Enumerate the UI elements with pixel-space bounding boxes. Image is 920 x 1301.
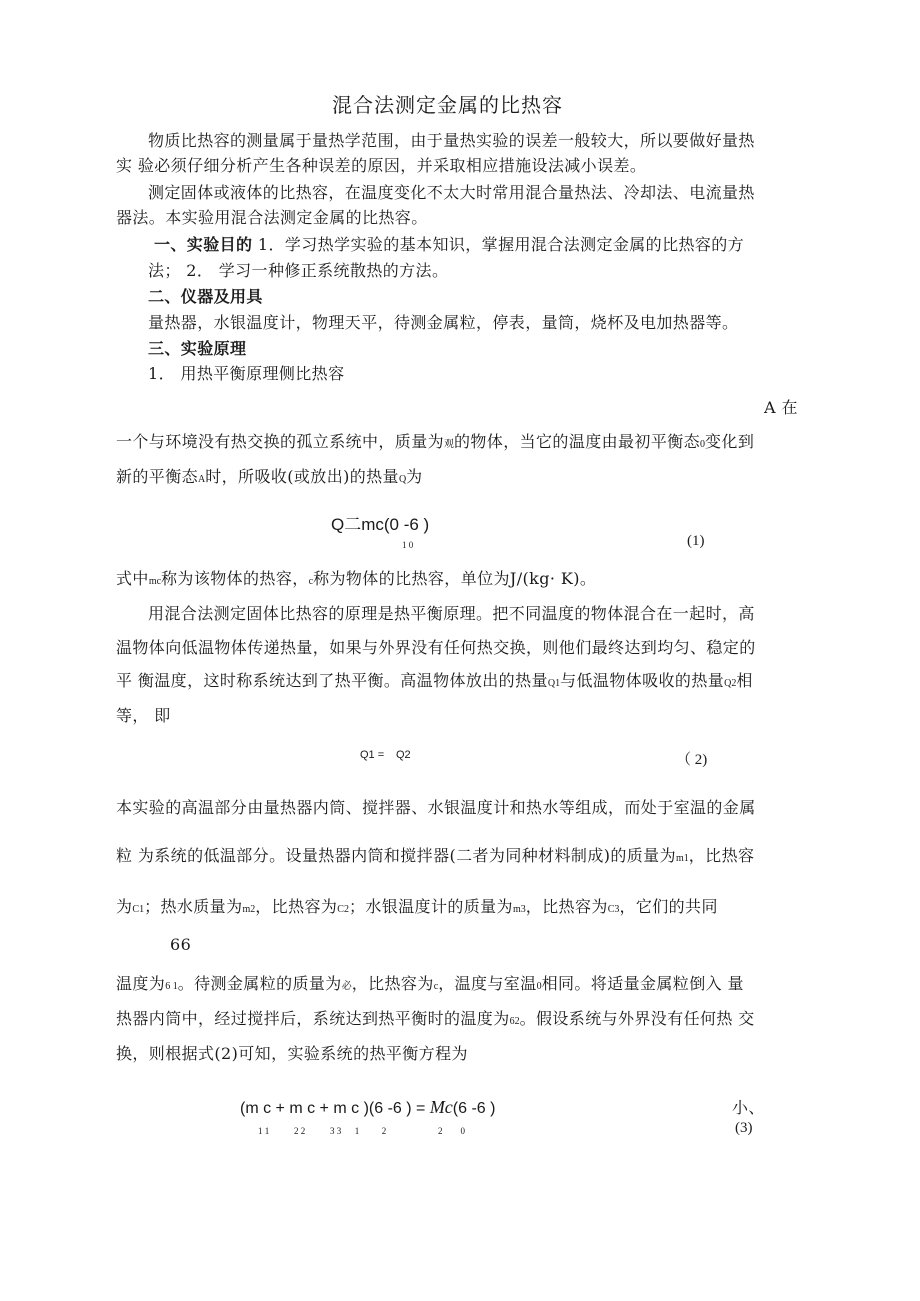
para-c4-d: ，温度与室温 — [438, 974, 537, 993]
para-c-line-6: 换，则根据式(2)可知，实验系统的热平衡方程为 — [116, 1044, 468, 1063]
para-b-line-4: 等， 即 — [116, 706, 171, 725]
equation-2-lhs: Q1 = — [360, 749, 385, 761]
para-c4-small-m: 必 — [341, 981, 352, 992]
para-b3-q2: Q2 — [724, 678, 737, 689]
para-c4-a: 温度为 — [116, 974, 166, 993]
section-1-text-2: 法； 2． 学习一种修正系统散热的方法。 — [148, 261, 449, 280]
para-c2-text-1: 粒 为系统的低温部分。设量热器内筒和搅拌器(二者为同种材料制成)的质量为 — [116, 846, 676, 865]
para-c5-b: 。假设系统与外界没有任何热 交 — [519, 1009, 755, 1028]
para-a-text-1: 一个与环境没有热交换的孤立系统中，质量为 — [116, 432, 445, 451]
para-c5-a: 热器内筒中，经过搅拌后，系统达到热平衡时的温度为 — [116, 1009, 510, 1028]
para-c3-f: ，它们的共同 — [619, 897, 718, 916]
para-a-text-3: 变化到 — [705, 432, 755, 451]
section-3-sub-1: 1． 用热平衡原理侧比热容 — [148, 364, 345, 383]
para-b3-text-1: 平 衡温度，这时称系统达到了热平衡。高温物体放出的热量 — [116, 671, 548, 690]
para-c3-e: ，比热容为 — [525, 897, 608, 916]
equation-3-subscripts: 1 1 2 2 3 3 1 2 2 0 — [258, 1126, 465, 1136]
para-c-line-3 — [116, 896, 718, 921]
equation-2-rhs: Q2 — [396, 749, 411, 761]
eq1-exp-3: 称为物体的比热容，单位为J/(kg· K)。 — [313, 569, 597, 588]
section-1-line-1 — [154, 234, 744, 256]
para-c4-small-c: c — [433, 981, 439, 992]
para-c3-c2: C2 — [337, 904, 349, 915]
para-a-small-2: 0 — [700, 439, 706, 450]
eq1-exp-small-mc: mc — [148, 576, 162, 587]
para-c3-d: ；水银温度计的质量为 — [348, 897, 513, 916]
para-a-line-1 — [116, 431, 754, 456]
para-c4-b: 。待测金属粒的质量为 — [177, 974, 342, 993]
intro-line-2: 实 验必须仔细分析产生各种误差的原因，并采取相应措施设法减小误差。 — [116, 156, 647, 175]
section-3-heading: 三、实验原理 — [148, 339, 247, 358]
equation-3-mc: Mc — [429, 1097, 453, 1117]
para-c3-c1: C1 — [132, 904, 145, 915]
equation-3-rhs: (6 -6 ) — [452, 1100, 496, 1117]
eq1-exp-small-c: c — [308, 576, 314, 587]
para-c4-th1: 6 1 — [165, 981, 178, 992]
para-a-small-4: Q — [398, 474, 407, 485]
para-b-line-1: 用混合法测定固体比热容的原理是热平衡原理。把不同温度的物体混合在一起时，高 — [148, 604, 755, 623]
section-2-text: 量热器，水银温度计，物理天平，待测金属粒，停表，量筒，烧杯及电加热器等。 — [148, 313, 739, 332]
para-c3-m3: m3 — [512, 904, 526, 915]
equation-2-number: （ 2) — [676, 752, 708, 768]
para-c4-small-0: 0 — [536, 981, 542, 992]
para-a-text-6: 为 — [406, 467, 423, 486]
para-a-small-3: A — [198, 474, 206, 485]
para-c3-c: ，比热容为 — [255, 897, 338, 916]
para-b3-text-2: 与低温物体吸收的热量 — [560, 671, 725, 690]
eq1-explanation — [116, 568, 596, 593]
section-1-text-1: 1．学习热学实验的基本知识，掌握用混合法测定金属的比热容的方 — [257, 235, 745, 254]
para-a-line-2 — [116, 466, 423, 491]
eq1-exp-1: 式中 — [116, 569, 149, 588]
para-c4-e: 相同。将适量金属粒倒入 量 — [541, 974, 744, 993]
section-1-heading: 一、实验目的 — [154, 235, 253, 254]
equation-3-number: (3) — [735, 1120, 753, 1136]
equation-1-number: (1) — [687, 533, 705, 549]
para-c2-text-2: ，比热容 — [688, 846, 755, 865]
equation-3-side-text: 小、 — [732, 1098, 765, 1117]
para-c3-c3: C3 — [607, 904, 620, 915]
stray-number: 66 — [170, 935, 192, 954]
equation-3-lhs: (m c + m c + m c )(6 -6 ) = — [240, 1100, 426, 1117]
intro-line-1: 物质比热容的测量属于量热学范围，由于量热实验的误差一般较大，所以要做好量热 — [148, 131, 755, 150]
para-c-line-2 — [116, 845, 754, 870]
para-a-text-5: 时，所吸收(或放出)的热量 — [205, 467, 399, 486]
para-a-small-1: 观 — [444, 439, 455, 450]
eq1-exp-2: 称为该物体的热容， — [161, 569, 309, 588]
para-c5-th2: 62 — [509, 1016, 520, 1027]
para-b-line-2: 温物体向低温物体传递热量，如果与外界没有任何热交换，则他们最终达到均匀、稳定的 — [116, 638, 756, 657]
para-b3-text-3: 相 — [736, 671, 753, 690]
para-c3-b: ；热水质量为 — [144, 897, 243, 916]
fragment-a: A 在 — [764, 398, 798, 417]
equation-1-subscripts: 1 0 — [402, 540, 414, 550]
para-c-line-5 — [116, 1008, 755, 1033]
para-c3-m2: m2 — [242, 904, 256, 915]
section-2-heading: 二、仪器及用具 — [148, 287, 263, 306]
page-title: 混合法测定金属的比热容 — [332, 93, 563, 117]
para-b-line-3 — [116, 670, 753, 695]
para-c3-a: 为 — [116, 897, 133, 916]
para-c2-m1: m1 — [675, 853, 689, 864]
equation-1: Q二mc(0 -6 ) — [331, 515, 430, 534]
para-c-line-1: 本实验的高温部分由量热器内筒、搅拌器、水银温度计和热水等组成，而处于室温的金属 — [116, 798, 756, 817]
para-b3-q1: Q1 — [547, 678, 561, 689]
para-a-text-2: 的物体，当它的温度由最初平衡态 — [454, 432, 701, 451]
para-c4-c: ，比热容为 — [351, 974, 434, 993]
para-a-text-4: 新的平衡态 — [116, 467, 199, 486]
equation-3 — [240, 1097, 495, 1118]
intro-line-4: 器法。本实验用混合法测定金属的比热容。 — [116, 208, 428, 227]
intro-line-3: 测定固体或液体的比热容，在温度变化不太大时常用混合量热法、冷却法、电流量热 — [148, 183, 755, 202]
para-c-line-4 — [116, 973, 744, 998]
